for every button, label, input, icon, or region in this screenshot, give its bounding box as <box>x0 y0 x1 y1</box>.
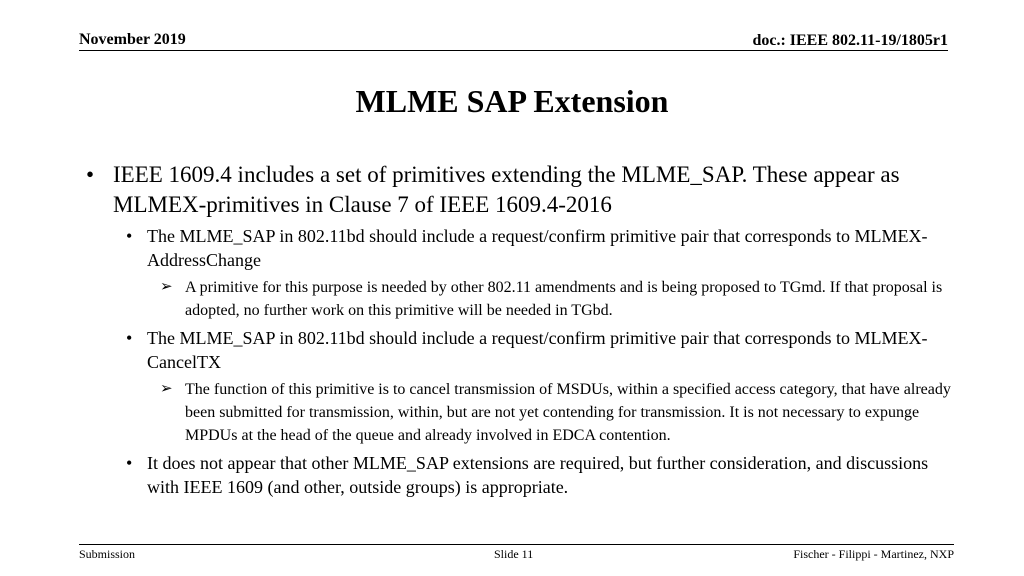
slide-body <box>86 160 956 503</box>
bullet-level3 <box>86 378 956 447</box>
bullet-text: The function of this primitive is to cancel transmission of MSDUs, within a specified access category, that have already been submitted for transmission, within, but are not yet contending for transmission. It is not necessary to expunge MPDUs at the head of the queue and already involved in EDCA contention. <box>185 381 951 444</box>
footer-divider <box>79 544 954 545</box>
bullet-text: It does not appear that other MLME_SAP extensions are required, but further consideration, and discussions with IEEE 1609 (and other, outside groups) is appropriate. <box>147 453 929 497</box>
bullet-text: A primitive for this purpose is needed by other 802.11 amendments and is being proposed to TGmd. If that proposal is adopted, no further work on this primitive will be needed in TGbd. <box>185 279 943 319</box>
bullet-level1 <box>86 160 956 220</box>
footer-slide-number: Slide 11 <box>494 547 534 561</box>
header-doc-id: doc.: IEEE 802.11-19/1805r1 <box>752 32 948 49</box>
slide-title: MLME SAP Extension <box>355 83 669 119</box>
header-date: November 2019 <box>79 31 186 48</box>
bullet-level2 <box>86 224 956 272</box>
arrow-bullet-icon: ➢ <box>160 381 173 397</box>
bullet-level2 <box>86 326 956 374</box>
bullet-dot-icon: • <box>126 453 133 473</box>
footer-authors: Fischer - Filippi - Martinez, NXP <box>793 547 954 561</box>
bullet-dot-icon: • <box>126 328 133 348</box>
bullet-text: The MLME_SAP in 802.11bd should include a request/confirm primitive pair that corresponds to MLMEX-CancelTX <box>147 328 928 372</box>
header-divider <box>79 50 948 51</box>
bullet-text: The MLME_SAP in 802.11bd should include a request/confirm primitive pair that corresponds to MLMEX-AddressChange <box>147 226 928 270</box>
bullet-dot-icon: • <box>86 162 95 187</box>
bullet-text: IEEE 1609.4 includes a set of primitives extending the MLME_SAP. These appear as MLMEX-primitives in Clause 7 of IEEE 1609.4-2016 <box>113 162 900 217</box>
arrow-bullet-icon: ➢ <box>160 279 173 295</box>
footer-submission: Submission <box>79 547 136 561</box>
bullet-level2 <box>86 451 956 499</box>
bullet-dot-icon: • <box>126 226 133 246</box>
bullet-level3 <box>86 276 956 322</box>
